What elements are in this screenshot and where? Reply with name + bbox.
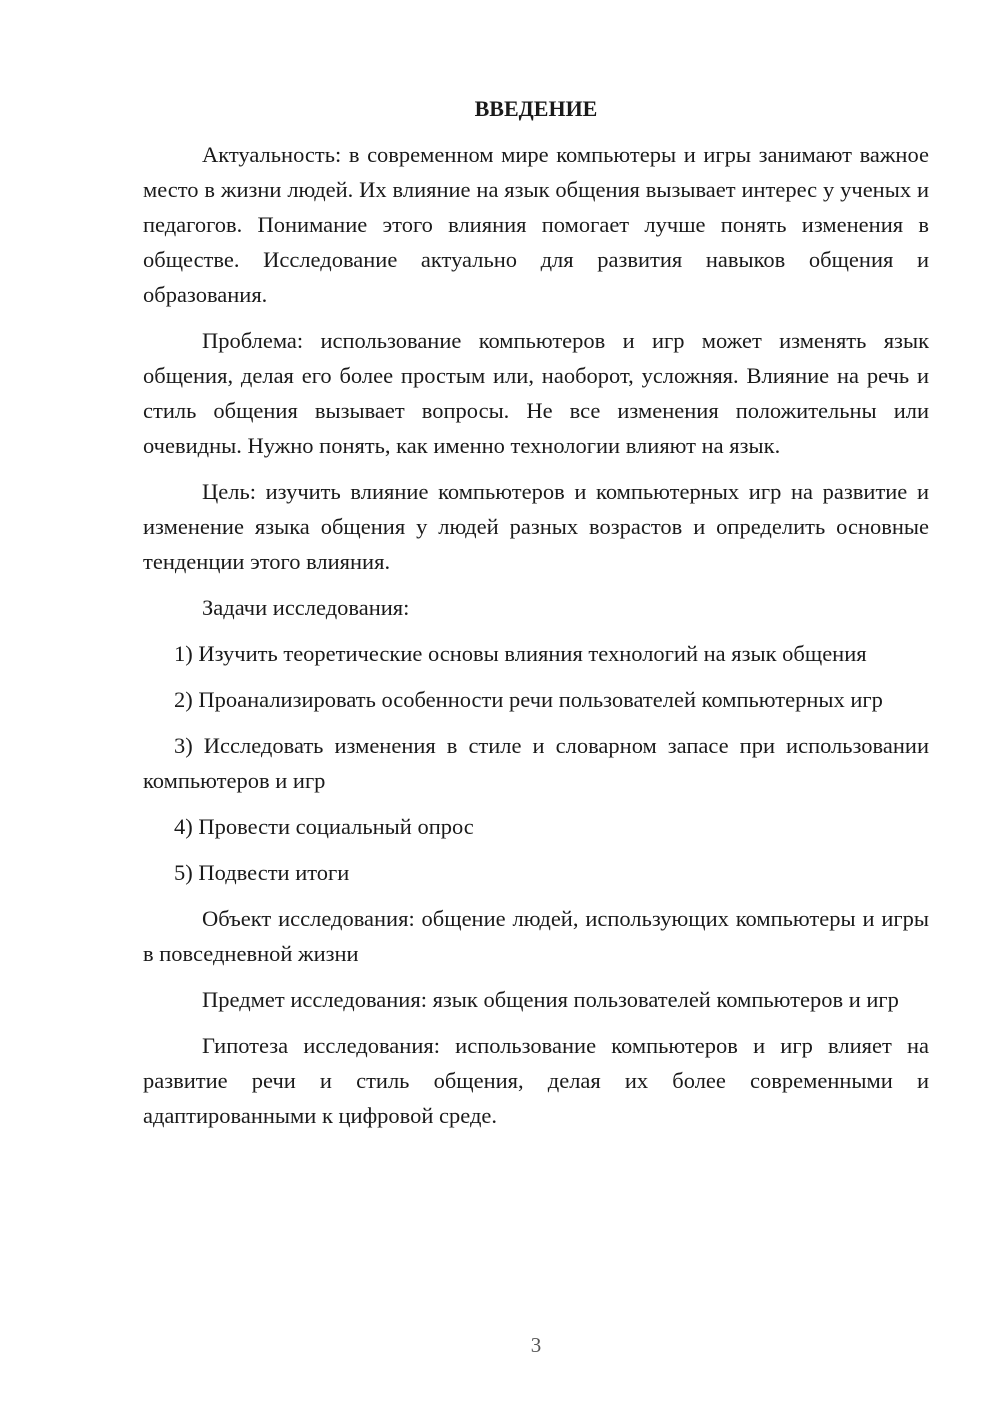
goal-paragraph: Цель: изучить влияние компьютеров и компьютерных игр на развитие и изменение языка общения у людей разных возрастов и определить основные тенденции этого влияния. [143, 479, 929, 574]
page-title: ВВЕДЕНИЕ [474, 96, 598, 121]
page-content [143, 94, 929, 1144]
problem-paragraph: Проблема: использование компьютеров и игр может изменять язык общения, делая его более простым или, наоборот, усложняя. Влияние на речь и стиль общения вызывает вопросы. Не все изменения положительны или очевидны. Нужно понять, как именно технологии влияют на язык. [143, 328, 929, 458]
relevance-paragraph: Актуальность: в современном мире компьютеры и игры занимают важное место в жизни людей. Их влияние на язык общения вызывает интерес у ученых и педагогов. Понимание этого влияния помогает лучше понять изменения в обществе. Исследование актуально для развития навыков общения и образования. [143, 142, 929, 307]
subject-paragraph: Предмет исследования: язык общения пользователей компьютеров и игр [202, 987, 899, 1012]
object-paragraph: Объект исследования: общение людей, использующих компьютеры и игры в повседневной жизни [143, 906, 929, 966]
task-item: 5) Подвести итоги [174, 860, 350, 885]
task-item: 1) Изучить теоретические основы влияния технологий на язык общения [174, 641, 867, 666]
task-item: 4) Провести социальный опрос [174, 814, 474, 839]
page-number: 3 [530, 1333, 542, 1357]
tasks-heading: Задачи исследования: [202, 595, 410, 620]
hypothesis-paragraph: Гипотеза исследования: использование компьютеров и игр влияет на развитие речи и стиль общения, делая их более современными и адаптированными к цифровой среде. [143, 1033, 929, 1128]
task-item: 3) Исследовать изменения в стиле и словарном запасе при использовании компьютеров и игр [143, 733, 929, 793]
task-item: 2) Проанализировать особенности речи пользователей компьютерных игр [174, 687, 883, 712]
